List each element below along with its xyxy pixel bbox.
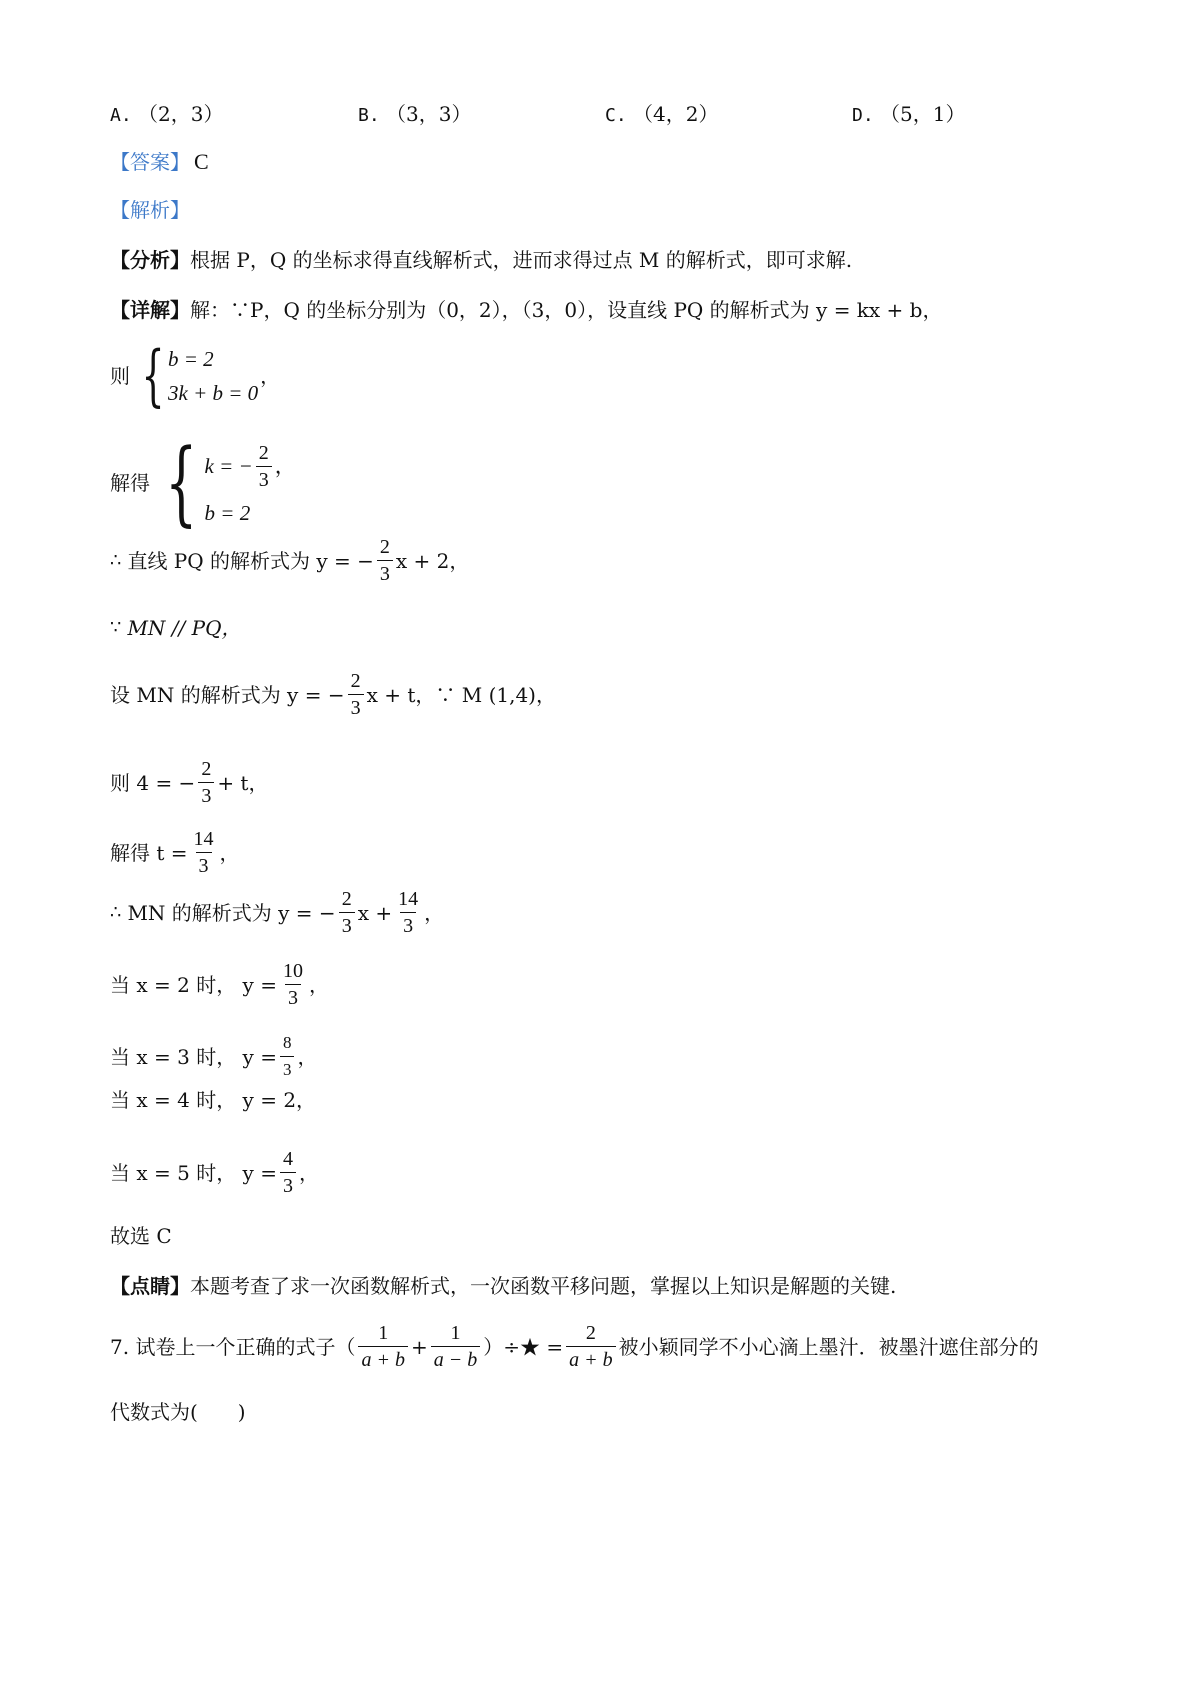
brace-icon: {: [165, 429, 198, 536]
system-2-eq1: k = − $\frac{2}{3}$ ，: [204, 441, 296, 491]
xiangjie-line: [110, 296, 942, 324]
then-4-line: 则 4 = − $\frac{2}{3}$ + t，: [110, 758, 269, 807]
case-x-5: 当 x = 5 时， y = $\frac{4}{3}$ ，: [110, 1148, 319, 1197]
xiangjie-text: 解：∵P，Q 的坐标分别为（0，2），（3，0），设直线 PQ 的解析式为 y = kx + b，: [190, 298, 943, 322]
because-icon: ∵: [110, 617, 122, 638]
system-1: [110, 337, 281, 414]
answer-tag: 【答案】: [110, 150, 190, 174]
question-7-line-1: 7. 试卷上一个正确的式子（ $\frac{1}{a + b}$ + $\frac{1}{a - b}$ ）÷★ = $\frac{2}{a + b}$ 被小颖同学不小心滴上墨汁．被墨汁遮住部分的: [110, 1322, 1039, 1371]
xiangjie-tag: 【详解】: [110, 298, 190, 322]
system-1-eq1: b = 2: [168, 347, 214, 371]
mn-expression-line: ∴ MN 的解析式为 y = − $\frac{2}{3}$ x + $\frac{14}{3}$ ，: [110, 888, 445, 937]
line-pq-expression: ∴ 直线 PQ 的解析式为 y = − $\frac{2}{3}$ x + 2，: [110, 536, 470, 585]
case-x-3: 当 x = 3 时， y = $\frac{8}{3}$ ，: [110, 1030, 317, 1083]
answer-line: [110, 148, 213, 176]
option-b: B. （3，3）: [358, 102, 472, 126]
parallel-line: ∵ MN // PQ，: [110, 616, 242, 640]
solve-t-line: 解得 t = $\frac{14}{3}$ ，: [110, 828, 240, 877]
system-1-eq2: 3k + b = 0: [168, 381, 259, 405]
system-2-prefix: 解得: [110, 471, 150, 495]
analysis-tag: 【解析】: [110, 198, 190, 222]
set-mn-line: 设 MN 的解析式为 y = − $\frac{2}{3}$ x + t，∵ M (1,4)，: [110, 670, 556, 719]
answer-value: C: [194, 149, 209, 174]
system-1-suffix: ，: [260, 364, 281, 388]
choose-line: 故选 C: [110, 1224, 172, 1248]
system-1-prefix: 则: [110, 364, 130, 388]
option-a: A. （2，3）: [110, 102, 224, 126]
option-d: D. （5，1）: [852, 102, 966, 126]
star-icon: ）÷★ =: [483, 1334, 564, 1359]
case-x-2: 当 x = 2 时， y = $\frac{10}{3}$ ，: [110, 960, 329, 1009]
option-c: C. （4，2）: [605, 102, 719, 126]
question-7-line-2: 代数式为( ): [110, 1400, 246, 1424]
therefore-icon: ∴: [110, 901, 122, 923]
system-2-eq2: b = 2: [204, 501, 251, 525]
fenxi-line: [110, 246, 852, 274]
dianjing-text: 本题考查了求一次函数解析式，一次函数平移问题，掌握以上知识是解题的关键.: [190, 1274, 897, 1298]
dianjing-tag: 【点睛】: [110, 1274, 190, 1298]
system-2: [110, 429, 298, 536]
brace-icon: {: [141, 337, 165, 414]
fenxi-text: 根据 P，Q 的坐标求得直线解析式，进而求得过点 M 的解析式，即可求解.: [190, 248, 853, 272]
analysis-tag-line: [110, 196, 190, 224]
dianjing-line: [110, 1272, 896, 1300]
therefore-icon: ∴: [110, 549, 122, 571]
case-x-4: 当 x = 4 时， y = 2，: [110, 1088, 317, 1112]
fenxi-tag: 【分析】: [110, 248, 190, 272]
